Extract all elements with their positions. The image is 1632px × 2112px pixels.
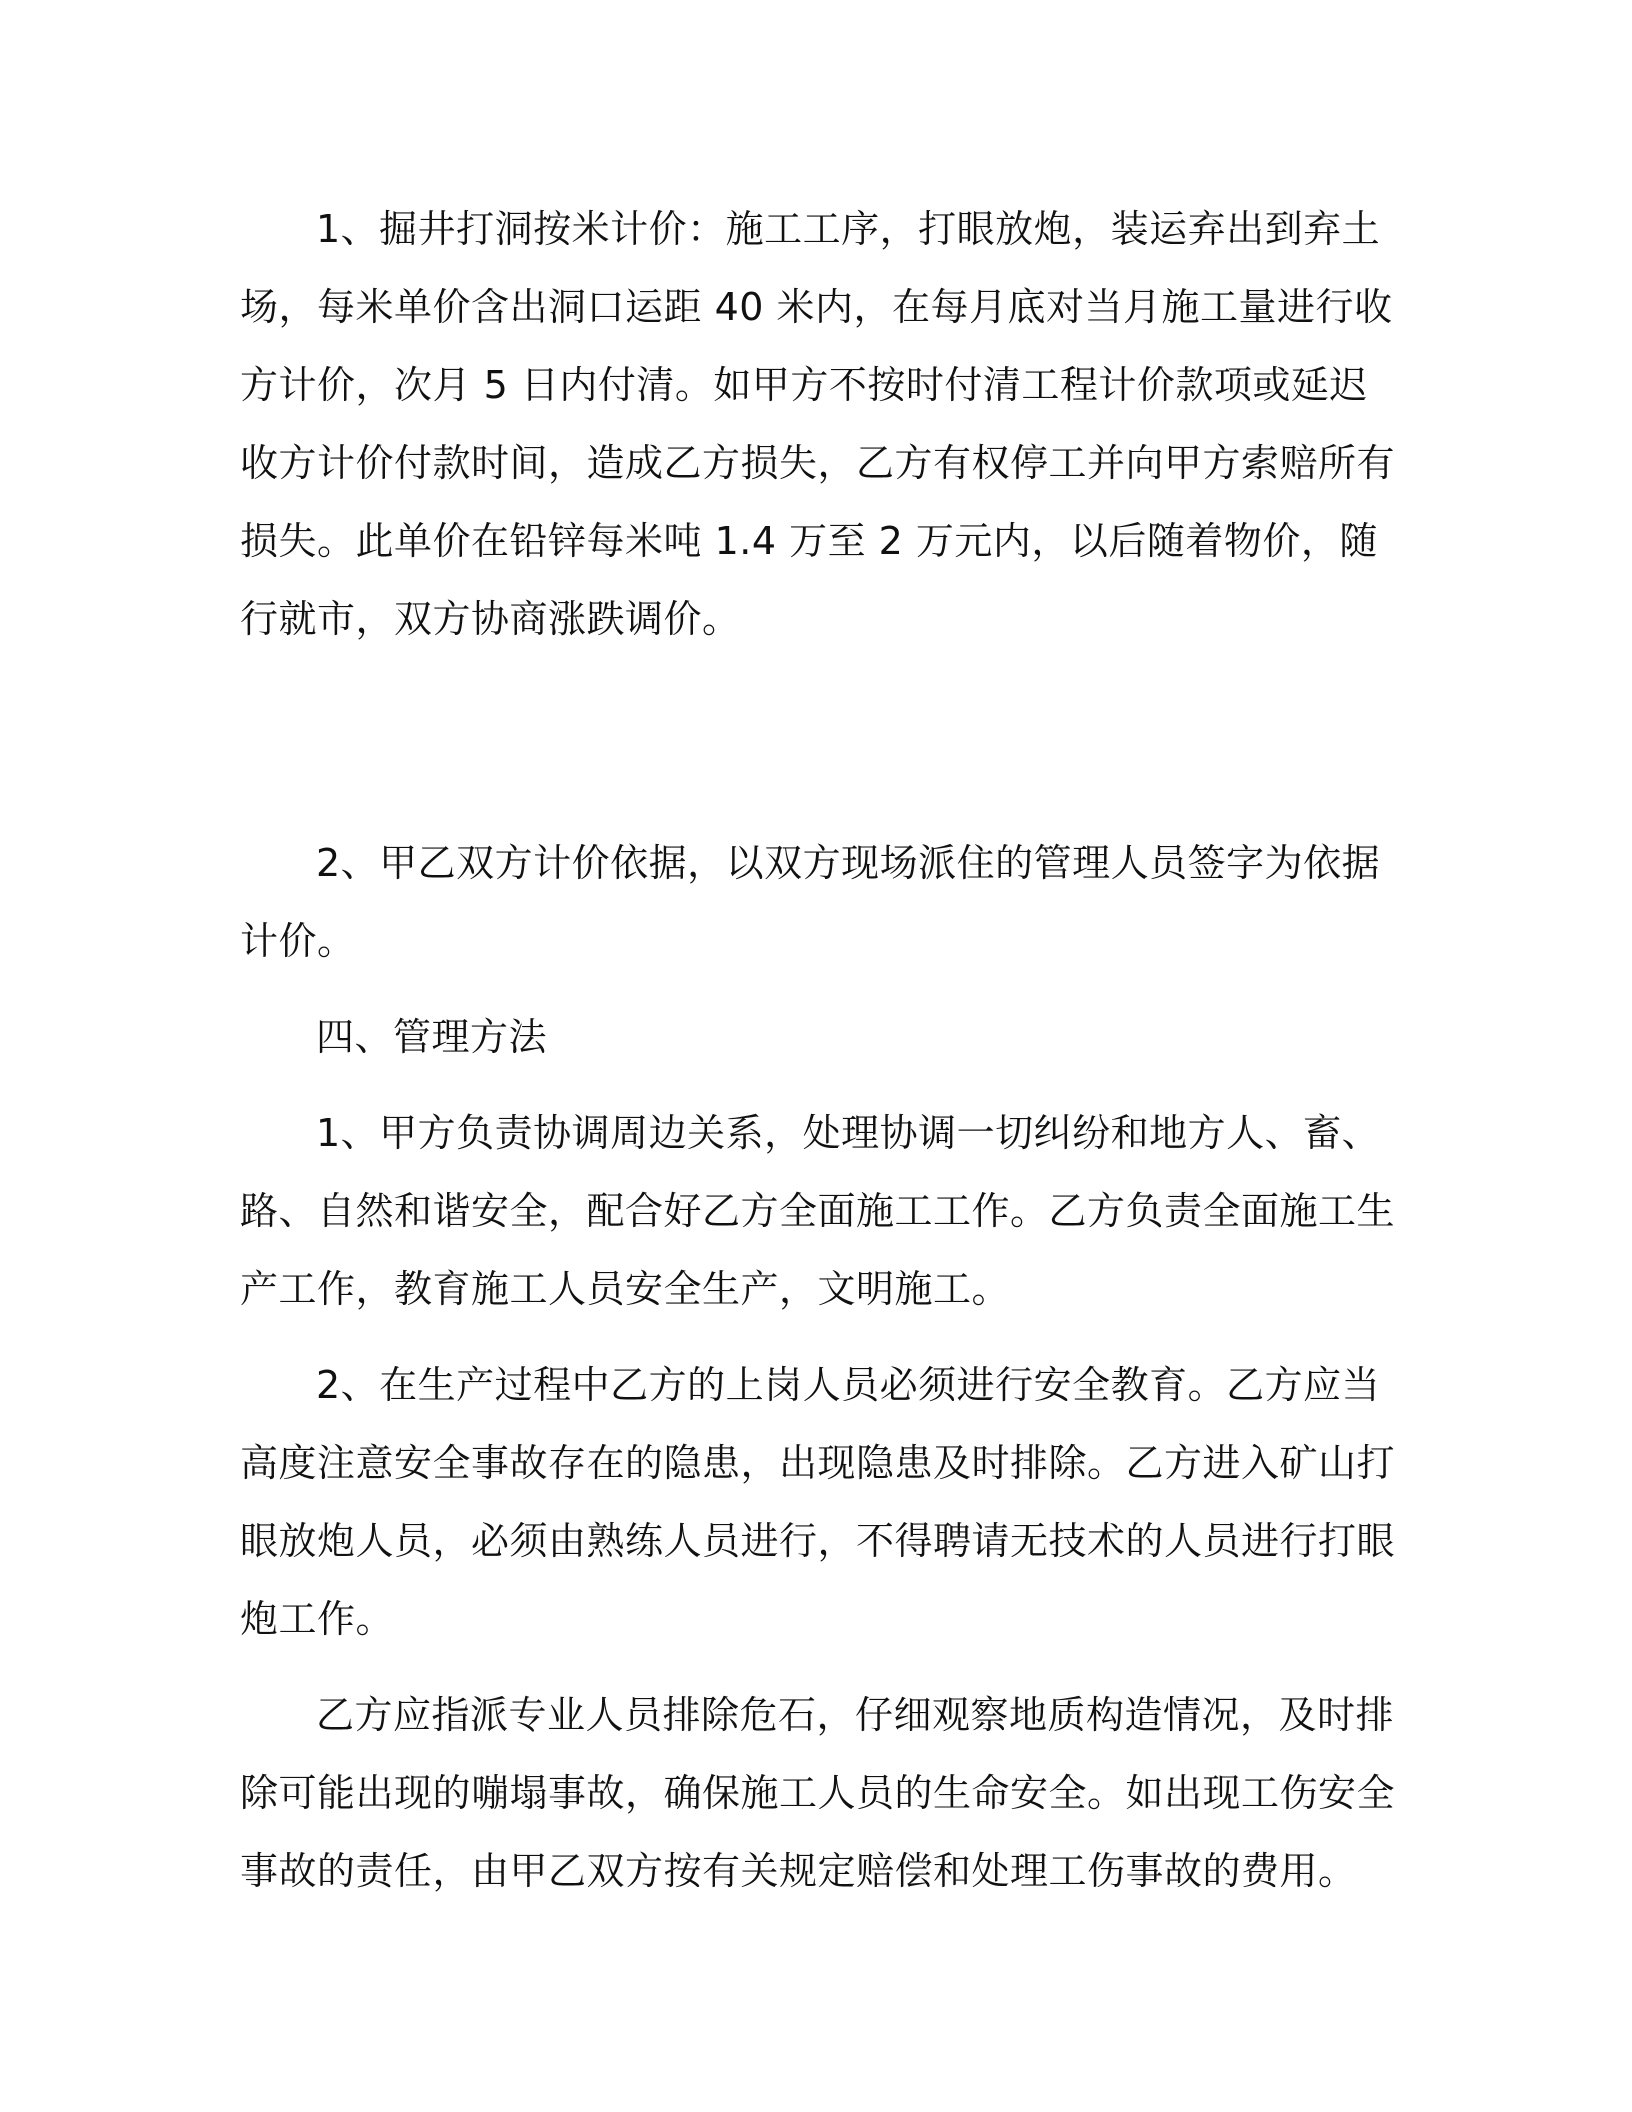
section-heading-management: 四、管理方法 xyxy=(316,1015,548,1059)
paragraph-hazard-removal: 乙方应指派专业人员排除危石，仔细观察地质构造情况，及时排除可能出现的嘣塌事故，确保施工人员的生命安全。如出现工伤安全事故的责任，由甲乙双方按有关规定赔偿和处理工伤事故的费用。 xyxy=(240,1693,1396,1893)
paragraph-pricing-per-meter: 1、掘井打洞按米计价：施工工序，打眼放炮，装运弃出到弃土场，每米单价含出洞口运距 40 米内，在每月底对当月施工量进行收方计价，次月 5 日内付清。如甲方不按时付清工程计价款项或延迟收方计价付款时间，造成乙方损失，乙方有权停工并向甲方索赔所有损失。此单价在铅锌每米吨 1.4 万至 2 万元内，以后随着物价，随行就市，双方协商涨跌调价。 xyxy=(240,207,1396,641)
paragraph-party-a-duties: 1、甲方负责协调周边关系，处理协调一切纠纷和地方人、畜、路、自然和谐安全，配合好乙方全面施工工作。乙方负责全面施工生产工作，教育施工人员安全生产，文明施工。 xyxy=(240,1111,1396,1311)
paragraph-safety-education: 2、在生产过程中乙方的上岗人员必须进行安全教育。乙方应当高度注意安全事故存在的隐患，出现隐患及时排除。乙方进入矿山打眼放炮人员，必须由熟练人员进行，不得聘请无技术的人员进行打眼炮工作。 xyxy=(240,1363,1396,1641)
document-body xyxy=(240,190,1400,1910)
paragraph-pricing-basis: 2、甲乙双方计价依据，以双方现场派住的管理人员签字为依据计价。 xyxy=(240,841,1381,963)
